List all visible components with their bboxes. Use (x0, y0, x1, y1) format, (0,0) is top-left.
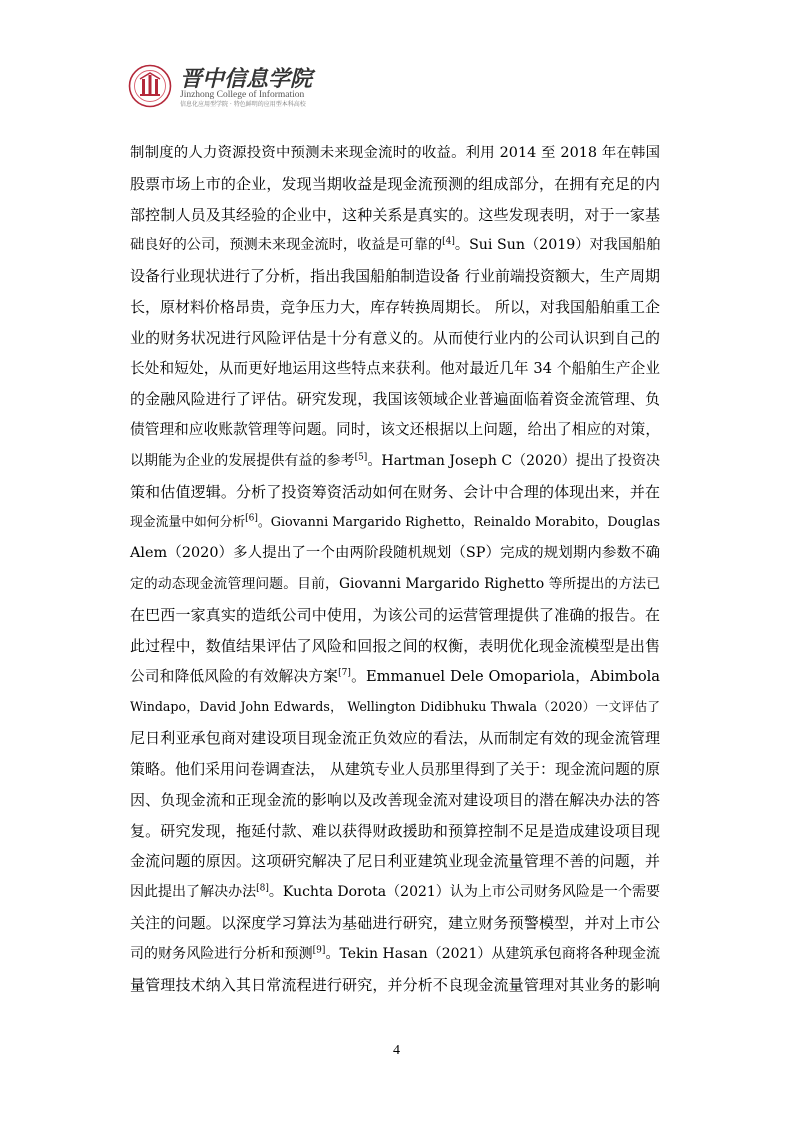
header (128, 64, 428, 112)
text-line: 量管理技术纳入其日常流程进行研究，并分析不良现金流量管理对其业务的影响 (130, 975, 660, 994)
text-line: 关注的问题。以深度学习算法为基础进行研究，建立财务预警模型，并对上市公 (130, 913, 660, 932)
text-line: 部控制人员及其经验的企业中，这种关系是真实的。这些发现表明，对于一家基 (130, 205, 660, 224)
text-line: 制制度的人力资源投资中预测未来现金流时的收益。利用 2014 至 2018 年在韩国 (130, 145, 660, 161)
svg-text:Jinzhong College of Informatio: Jinzhong College of Information (180, 90, 305, 100)
text-line: 策和估值逻辑。分析了投资筹资活动如何在财务、会计中合理的体现出来，并在 (130, 482, 660, 501)
text-line: 股票市场上市的企业，发现当期收益是现金流预测的组成部分，在拥有充足的内 (130, 174, 660, 193)
text-line: 复。研究发现，拖延付款、难以获得财政援助和预算控制不足是造成建设项目现 (130, 821, 660, 840)
text-line: 此过程中，数值结果评估了风险和回报之间的权衡，表明优化现金流模型是出售 (130, 636, 660, 655)
text-line: 现金流量中如何分析[6]。Giovanni Margarido Righetto，Reinaldo Morabito，Douglas (130, 513, 661, 530)
text-line: 司的财务风险进行分析和预测[9]。Tekin Hasan（2021）从建筑承包商将各种现金流 (130, 945, 660, 962)
text-line: 金流问题的原因。这项研究解决了尼日利亚建筑业现金流量管理不善的问题，并 (130, 852, 660, 871)
text-line: 长处和短处，从而更好地运用这些特点来获利。他对最近几年 34 个船舶生产企业 (130, 359, 660, 377)
text-line: 策略。他们采用问卷调查法， 从建筑专业人员那里得到了关于：现金流问题的原 (130, 759, 660, 778)
text-line: 尼日利亚承包商对建设项目现金流正负效应的看法，从而制定有效的现金流管理 (130, 729, 660, 748)
text-line: 因此提出了解决办法[8]。Kuchta Dorota（2021）认为上市公司财务风险是一个需要 (130, 883, 661, 901)
text-line: 以期能为企业的发展提供有益的参考[5]。Hartman Joseph C（2020）提出了投资决 (130, 452, 661, 469)
college-seal-icon (128, 64, 172, 108)
text-line: 长，原材料价格昂贵，竞争压力大，库存转换周期长。 所以，对我国船舶重工企 (130, 297, 660, 316)
text-line: 设备行业现状进行了分析，指出我国船舶制造设备 行业前端投资额大，生产周期 (130, 267, 660, 286)
text-line: Alem（2020）多人提出了一个由两阶段随机规划（SP）完成的规划期内参数不确 (130, 545, 660, 562)
text-line: 础良好的公司，预测未来现金流时，收益是可靠的[4]。Sui Sun（2019）对我国船舶 (130, 236, 661, 254)
text-line: 业的财务状况进行风险评估是十分有意义的。从而使行业内的公司认识到自己的 (130, 328, 660, 347)
text-line: 债管理和应收账款管理等问题。同时，该文还根据以上问题，给出了相应的对策， (130, 421, 660, 439)
text-line: Windapo，David John Edwards， Wellington Didibhuku Thwala（2020）一文评估了 (130, 699, 660, 715)
text-line: 因、负现金流和正现金流的影响以及改善现金流对建设项目的潜在解决办法的答 (130, 790, 660, 809)
text-line: 公司和降低风险的有效解决方案[7]。Emmanuel Dele Omopariola，Abimbola (130, 667, 660, 685)
page-number: 4 (393, 1043, 400, 1058)
svg-text:信息化应用型学院 · 特色鲜明的应用型本科高校: 信息化应用型学院 · 特色鲜明的应用型本科高校 (180, 101, 306, 108)
text-line: 定的动态现金流管理问题。目前，Giovanni Margarido Righetto 等所提出的方法已 (130, 576, 660, 593)
svg-text:晋中信息学院: 晋中信息学院 (180, 66, 313, 92)
text-line: 的金融风险进行了评估。研究发现，我国该领域企业普遍面临着资金流管理、负 (130, 390, 660, 409)
text-line: 在巴西一家真实的造纸公司中使用，为该公司的运营管理提供了准确的报告。在 (130, 605, 660, 624)
college-logo-text (178, 64, 428, 108)
body-paragraph (130, 138, 660, 1000)
